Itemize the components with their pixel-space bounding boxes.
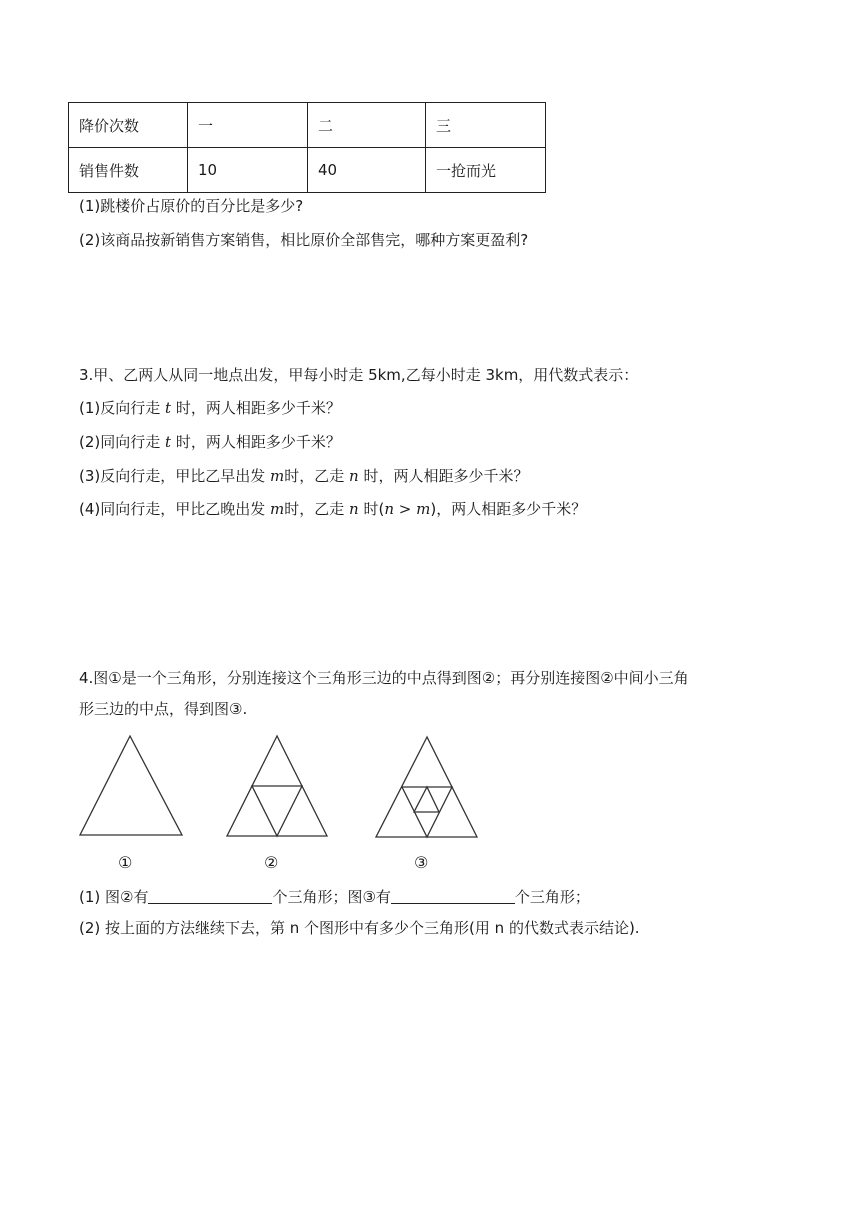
variable: m [270, 467, 285, 485]
table-cell: 40 [308, 148, 426, 193]
q4-sub1 [79, 887, 590, 907]
table-cell: 10 [188, 148, 308, 193]
q3-stem: 3.甲、乙两人从同一地点出发，甲每小时走 5km,乙每小时走 3km，用代数式表示： [79, 366, 639, 384]
figure-2-label: ② [264, 853, 279, 872]
text: 时，两人相距多少千米？ [171, 433, 341, 451]
figure-3-label: ③ [414, 853, 429, 872]
text: 个三角形； [514, 888, 590, 906]
variable: n [349, 467, 359, 485]
figure-2-inner-triangle [252, 786, 302, 836]
text: )，两人相距多少千米？ [430, 500, 587, 518]
text: (1) 图②有 [79, 888, 149, 906]
q4-sub2: (2) 按上面的方法继续下去，第 n 个图形中有多少个三角形(用 n 的代数式表示结论). [79, 919, 640, 937]
figure-3-inner-triangle [414, 787, 439, 812]
figure-1-label: ① [118, 853, 133, 872]
text: 时，乙走 [284, 467, 350, 485]
table-cell: 降价次数 [69, 103, 188, 148]
table-cell: 一抢而光 [426, 148, 546, 193]
variable: t [165, 433, 172, 451]
table-cell: 二 [308, 103, 426, 148]
table-cell: 三 [426, 103, 546, 148]
variable: t [165, 399, 172, 417]
variable: n [349, 500, 359, 518]
answer-blank [148, 887, 272, 904]
variable: m [270, 500, 285, 518]
text: (2)同向行走 [79, 433, 166, 451]
answer-blank [391, 887, 515, 904]
text: (4)同向行走，甲比乙晚出发 [79, 500, 271, 518]
table-cell: 销售件数 [69, 148, 188, 193]
table-cell: 一 [188, 103, 308, 148]
condition: n > m [384, 500, 431, 518]
text: 时( [358, 500, 385, 518]
q2-sub2: (2)该商品按新销售方案销售，相比原价全部售完，哪种方案更盈利? [79, 231, 529, 249]
q4-stem-line2: 形三边的中点，得到图③. [79, 700, 248, 718]
text: 时，两人相距多少千米？ [358, 467, 529, 485]
text: (3)反向行走，甲比乙早出发 [79, 467, 271, 485]
q2-sub1: (1)跳楼价占原价的百分比是多少? [79, 197, 304, 215]
text: (1)反向行走 [79, 399, 166, 417]
text: 时，乙走 [284, 500, 350, 518]
q4-stem-line1: 4.图①是一个三角形，分别连接这个三角形三边的中点得到图②；再分别连接图②中间小三角 [79, 669, 689, 687]
figure-1-triangle [80, 736, 182, 835]
text: 时，两人相距多少千米？ [171, 399, 341, 417]
text: 个三角形；图③有 [272, 888, 391, 906]
